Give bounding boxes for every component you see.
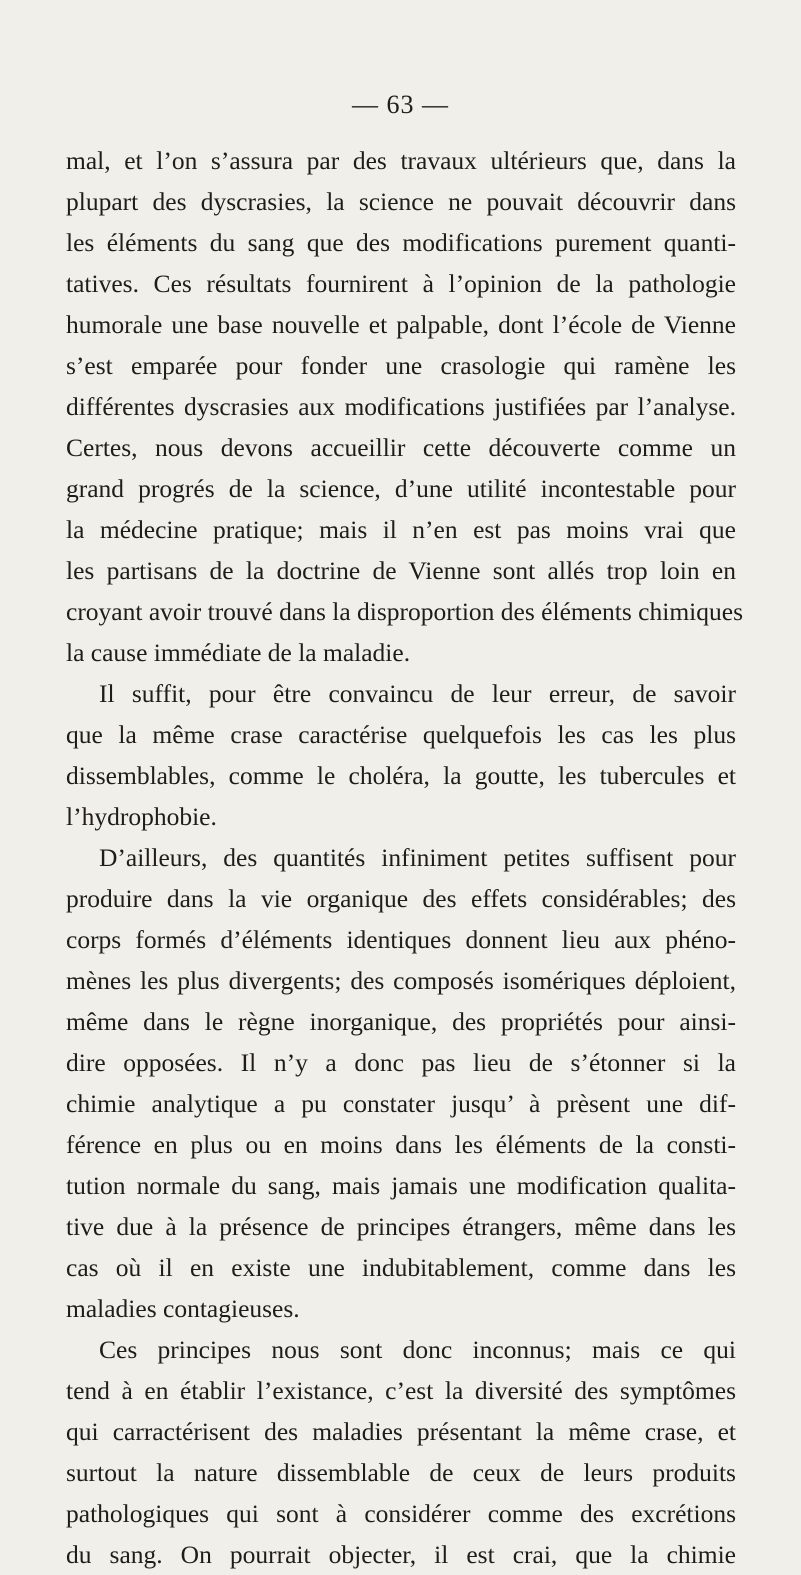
text-line: grand progrés de la science, d’une utilité incontestable pour xyxy=(66,474,736,503)
text-line: dissemblables, comme le choléra, la goutte, les tubercules et xyxy=(66,761,736,790)
text-line: la médecine pratique; mais il n’en est pas moins vrai que xyxy=(66,515,736,544)
text-line: que la même crase caractérise quelquefois les cas les plus xyxy=(66,720,736,749)
text-line: pathologiques qui sont à considérer comme des excrétions xyxy=(66,1499,736,1528)
page-number: — 63 — xyxy=(352,90,449,119)
text-line: tatives. Ces résultats fournirent à l’opinion de la pathologie xyxy=(66,269,736,298)
text-line: différentes dyscrasies aux modifications justifiées par l’analyse. xyxy=(66,392,736,421)
text-line: humorale une base nouvelle et palpable, dont l’école de Vienne xyxy=(66,310,736,339)
text-line: cas où il en existe une indubitablement, comme dans les xyxy=(66,1253,736,1282)
text-line: Il suffit, pour être convaincu de leur erreur, de savoir xyxy=(99,679,736,708)
text-line: surtout la nature dissemblable de ceux de leurs produits xyxy=(66,1458,736,1487)
text-line: du sang. On pourrait objecter, il est crai, que la chimie xyxy=(66,1540,736,1569)
text-line: férence en plus ou en moins dans les éléments de la consti- xyxy=(66,1130,736,1159)
text-line: croyant avoir trouvé dans la disproportion des éléments chimiques xyxy=(66,597,743,626)
text-line: Ces principes nous sont donc inconnus; mais ce qui xyxy=(99,1335,736,1364)
text-line: mènes les plus divergents; des composés isomériques déploient, xyxy=(66,966,736,995)
text-line: même dans le règne inorganique, des propriétés pour ainsi- xyxy=(66,1007,736,1036)
text-line: qui carractérisent des maladies présentant la même crase, et xyxy=(66,1417,736,1446)
text-line: tution normale du sang, mais jamais une modification qualita- xyxy=(66,1171,736,1200)
text-line: s’est emparée pour fonder une crasologie qui ramène les xyxy=(66,351,736,380)
text-line: tive due à la présence de principes étrangers, même dans les xyxy=(66,1212,736,1241)
text-line: l’hydrophobie. xyxy=(66,802,217,831)
text-line: dire opposées. Il n’y a donc pas lieu de s’étonner si la xyxy=(66,1048,736,1077)
text-line: maladies contagieuses. xyxy=(66,1294,300,1323)
text-line: chimie analytique a pu constater jusqu’ à prèsent une dif- xyxy=(66,1089,736,1118)
text-line: la cause immédiate de la maladie. xyxy=(66,638,411,667)
text-line: produire dans la vie organique des effets considérables; des xyxy=(66,884,736,913)
text-line: les éléments du sang que des modifications purement quanti- xyxy=(66,228,736,257)
text-line: corps formés d’éléments identiques donnent lieu aux phéno- xyxy=(66,925,736,954)
text-line: tend à en établir l’existance, c’est la diversité des symptômes xyxy=(66,1376,736,1405)
text-line: mal, et l’on s’assura par des travaux ultérieurs que, dans la xyxy=(66,146,736,175)
text-line: les partisans de la doctrine de Vienne sont allés trop loin en xyxy=(66,556,736,585)
text-line: Certes, nous devons accueillir cette découverte comme un xyxy=(66,433,736,462)
text-line: D’ailleurs, des quantités infiniment petites suffisent pour xyxy=(99,843,736,872)
body-text xyxy=(66,140,743,1575)
text-line: plupart des dyscrasies, la science ne pouvait découvrir dans xyxy=(66,187,736,216)
